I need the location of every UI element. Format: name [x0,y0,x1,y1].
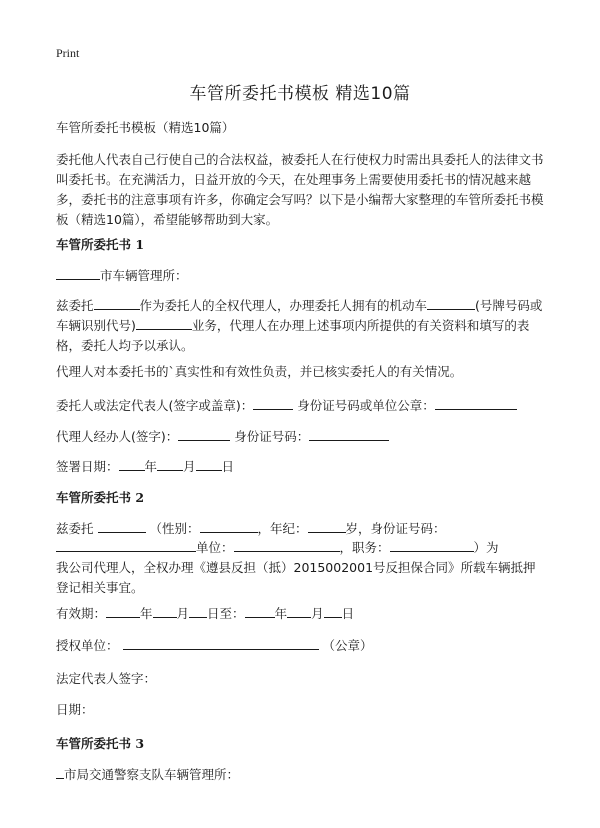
address-text: 市车辆管理所： [100,268,188,283]
intro-paragraph: 委托他人代表自己行使自己的合法权益，被委托人在行使权力时需出具委托人的法律文书叫委托书。在充满活力，日益开放的今天，在处理事务上需要使用委托书的情况越来越多，委托书的注意事项有许多，你确定会写吗？以下是小编帮大家整理的车管所委托书模板（精选10篇），希望能够帮助到大家。 [56,152,544,227]
section1-address [56,266,548,286]
section2-validity: 有效期： 年 月 日至： 年 月 日 [56,606,355,621]
blank-name[interactable] [98,519,146,533]
section3-heading: 车管所委托书 3 [56,736,145,751]
document-title: 车管所委托书模板 精选10篇 [189,84,411,104]
intro-subtitle: 车管所委托书模板（精选10篇） [56,120,235,135]
blank-agent[interactable] [94,296,140,310]
blank-day[interactable] [196,457,222,471]
blank-unit[interactable] [234,538,340,552]
section1-heading: 车管所委托书 1 [56,237,145,252]
section2-line2: 单位： ，职务： ）为 [56,538,548,558]
blank-id-number[interactable] [56,538,196,552]
blank-business[interactable] [136,316,192,330]
section1-paragraph2: 代理人对本委托书的`真实性和有效性负责，并已核实委托人的有关情况。 [56,364,463,379]
section3-address: 市局交通警察支队车辆管理所： [56,765,548,785]
blank-year[interactable] [119,457,145,471]
blank-month[interactable] [157,457,183,471]
section1-paragraph1: 兹委托 作为委托人的全权代理人，办理委托人拥有的机动车 (号牌号码或车辆识别代号) 业务，代理人在办理上述事项内所提供的有关资料和填写的表格，委托人均予以承认。 [56,298,543,353]
section2-heading: 车管所委托书 2 [56,490,145,505]
print-link[interactable]: Print [56,46,80,60]
blank-vehicle[interactable] [427,296,475,310]
section2-line1: 兹委托 （性别： ，年纪： 岁，身份证号码： [56,521,446,536]
section2-auth-unit: 授权单位： （公章） [56,638,373,653]
blank-agent-sign[interactable] [178,427,230,441]
blank-auth-unit[interactable] [123,636,319,650]
blank-from-year[interactable] [106,604,140,618]
blank-principal-sign[interactable] [253,396,293,410]
blank-from-month[interactable] [153,604,177,618]
blank-city-3[interactable] [56,765,64,779]
section2-legal-sign: 法定代表人签字： [56,671,157,686]
section2-line3: 我公司代理人，全权办理《遵县反担（抵）2015002001号反担保合同》所载车辆抵押登记相关事宜。 [56,560,536,595]
blank-position[interactable] [390,538,474,552]
section1-principal-line: 委托人或法定代表人(签字或盖章)： 身份证号码或单位公章： [56,396,548,416]
blank-city[interactable] [56,266,100,280]
blank-from-day[interactable] [189,604,207,618]
section1-date-line: 签署日期： 年 月 日 [56,459,235,474]
blank-principal-id[interactable] [435,396,517,410]
blank-gender[interactable] [200,519,258,533]
blank-to-month[interactable] [287,604,311,618]
blank-agent-id[interactable] [309,427,389,441]
blank-age[interactable] [308,519,346,533]
blank-to-year[interactable] [245,604,275,618]
blank-to-day[interactable] [324,604,342,618]
section2-date: 日期： [56,702,94,717]
section1-agent-line: 代理人经办人(签字)： 身份证号码： [56,427,548,447]
